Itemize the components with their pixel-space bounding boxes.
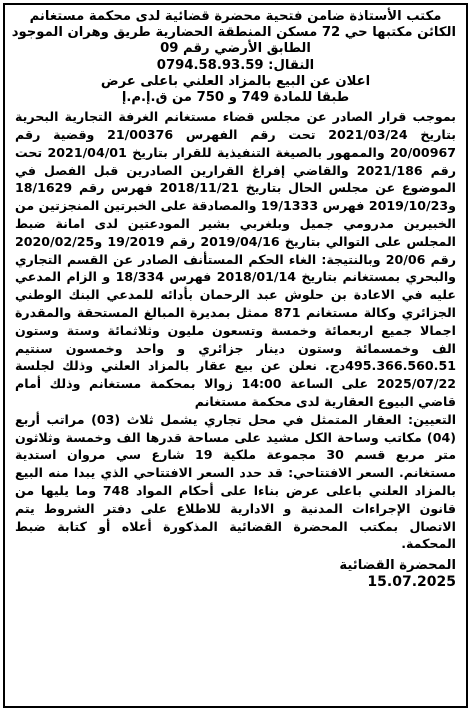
office-address: الكائن مكتبها حي 72 مسكن المنطقة الحضارية طريق وهران الموجود [11, 25, 456, 41]
notice-header [11, 9, 456, 74]
title-line-1: اعلان عن البيع بالمزاد العلني باعلى عرض [100, 73, 371, 89]
notice-title [15, 74, 456, 106]
body-paragraph-designation: التعيين: العقار المتمثل في محل تجاري يشمل ثلاث (03) مراتب أربع (04) مكاتب وساحة الكل مشيد على مساحة قدرها الف وخمسة وثلاثون متر مربع قسم 30 مجموعة ملكية 19 شارع سي مروان استدية مستغانم. السعر الافتتاحي: قد حدد السعر الافتتاحي الذي يبدا منه البيع بالمزاد العلني باعلى عرض بناءا على أحكام المواد 748 وما يليها من قانون الإجراءات المدنية و الادارية للاطلاع على دفتر الشروط يتم الاتصال بمكتب المحضرة القضائية المذكورة أعلاه أو كتابة ضبط المحكمة. [15, 411, 457, 552]
body-paragraph-judgment: بموجب قرار الصادر عن مجلس قضاء مستغانم الغرفة التجارية البحرية بتاريخ 2021/03/24 تحت رقم الفهرس 21/00376 وقضية رقم 20/00967 والممهور بالصيغة التنفيذية للقرار بتاريخ 2021/04/01 تحت رقم 2021/186 والقاضي إفراغ القرارين الصادرين قبل الفصل في الموضوع عن مجلس الحال بتاريخ 2018/11/21 فهرس رقم 18/1629 و2019/10/23 فهرس 19/1333 والمصادقة على الخبرتين المنجزتين من الخبيرين مدرومي جميل وبلغربي بشير المودعتين لدى امانة ضبط المجلس على التوالي بتاريخ 2019/04/16 رقم 19/2019 و2020/02/25 رقم 20/06 وبالنتيجة: الغاء الحكم المستأنف الصادر عن القسم التجاري والبحري بمستغانم بتاريخ 2018/01/14 فهرس 18/334 و الزام المدعي عليه في الاعادة بن حلوش عبد الرحمان بأدائه للمدعي البنك الوطني الجزائري وكالة مستغانم 871 ممثل بمديرة المبالغ المستحقة والمقدرة اجمالا جميع اربعمائة وخمسة وتسعون مليون وثلاثمائة وستة وستون الف وخمسمائة وستون دينار جزائري و واحد وخمسون سنتيم 495.366.560.51دج. نعلن عن بيع عقار بالمزاد العلني وذلك لجلسة 2025/07/22 على الساعة 14:00 زوالا بمحكمة مستغانم وذلك أمام قاضي البيوع العقارية لدى محكمة مستغانم [15, 109, 457, 409]
signature-label: المحضرة القضائية [339, 558, 456, 574]
title-line-2: طبقا للمادة 749 و 750 من ق.إ.م.إ [121, 90, 350, 106]
legal-notice [3, 3, 468, 708]
signature-date: 15.07.2025 [367, 574, 456, 591]
office-floor: الطابق الأرضي رقم 09 [160, 41, 311, 57]
signature-block [15, 557, 456, 591]
office-name: مكتب الأستاذة ضامن فتحية محضرة قضائية لدى محكمة مستغانم [29, 9, 442, 24]
office-phone: النقال: 0794.58.93.59 [156, 57, 315, 73]
notice-body [15, 108, 456, 553]
